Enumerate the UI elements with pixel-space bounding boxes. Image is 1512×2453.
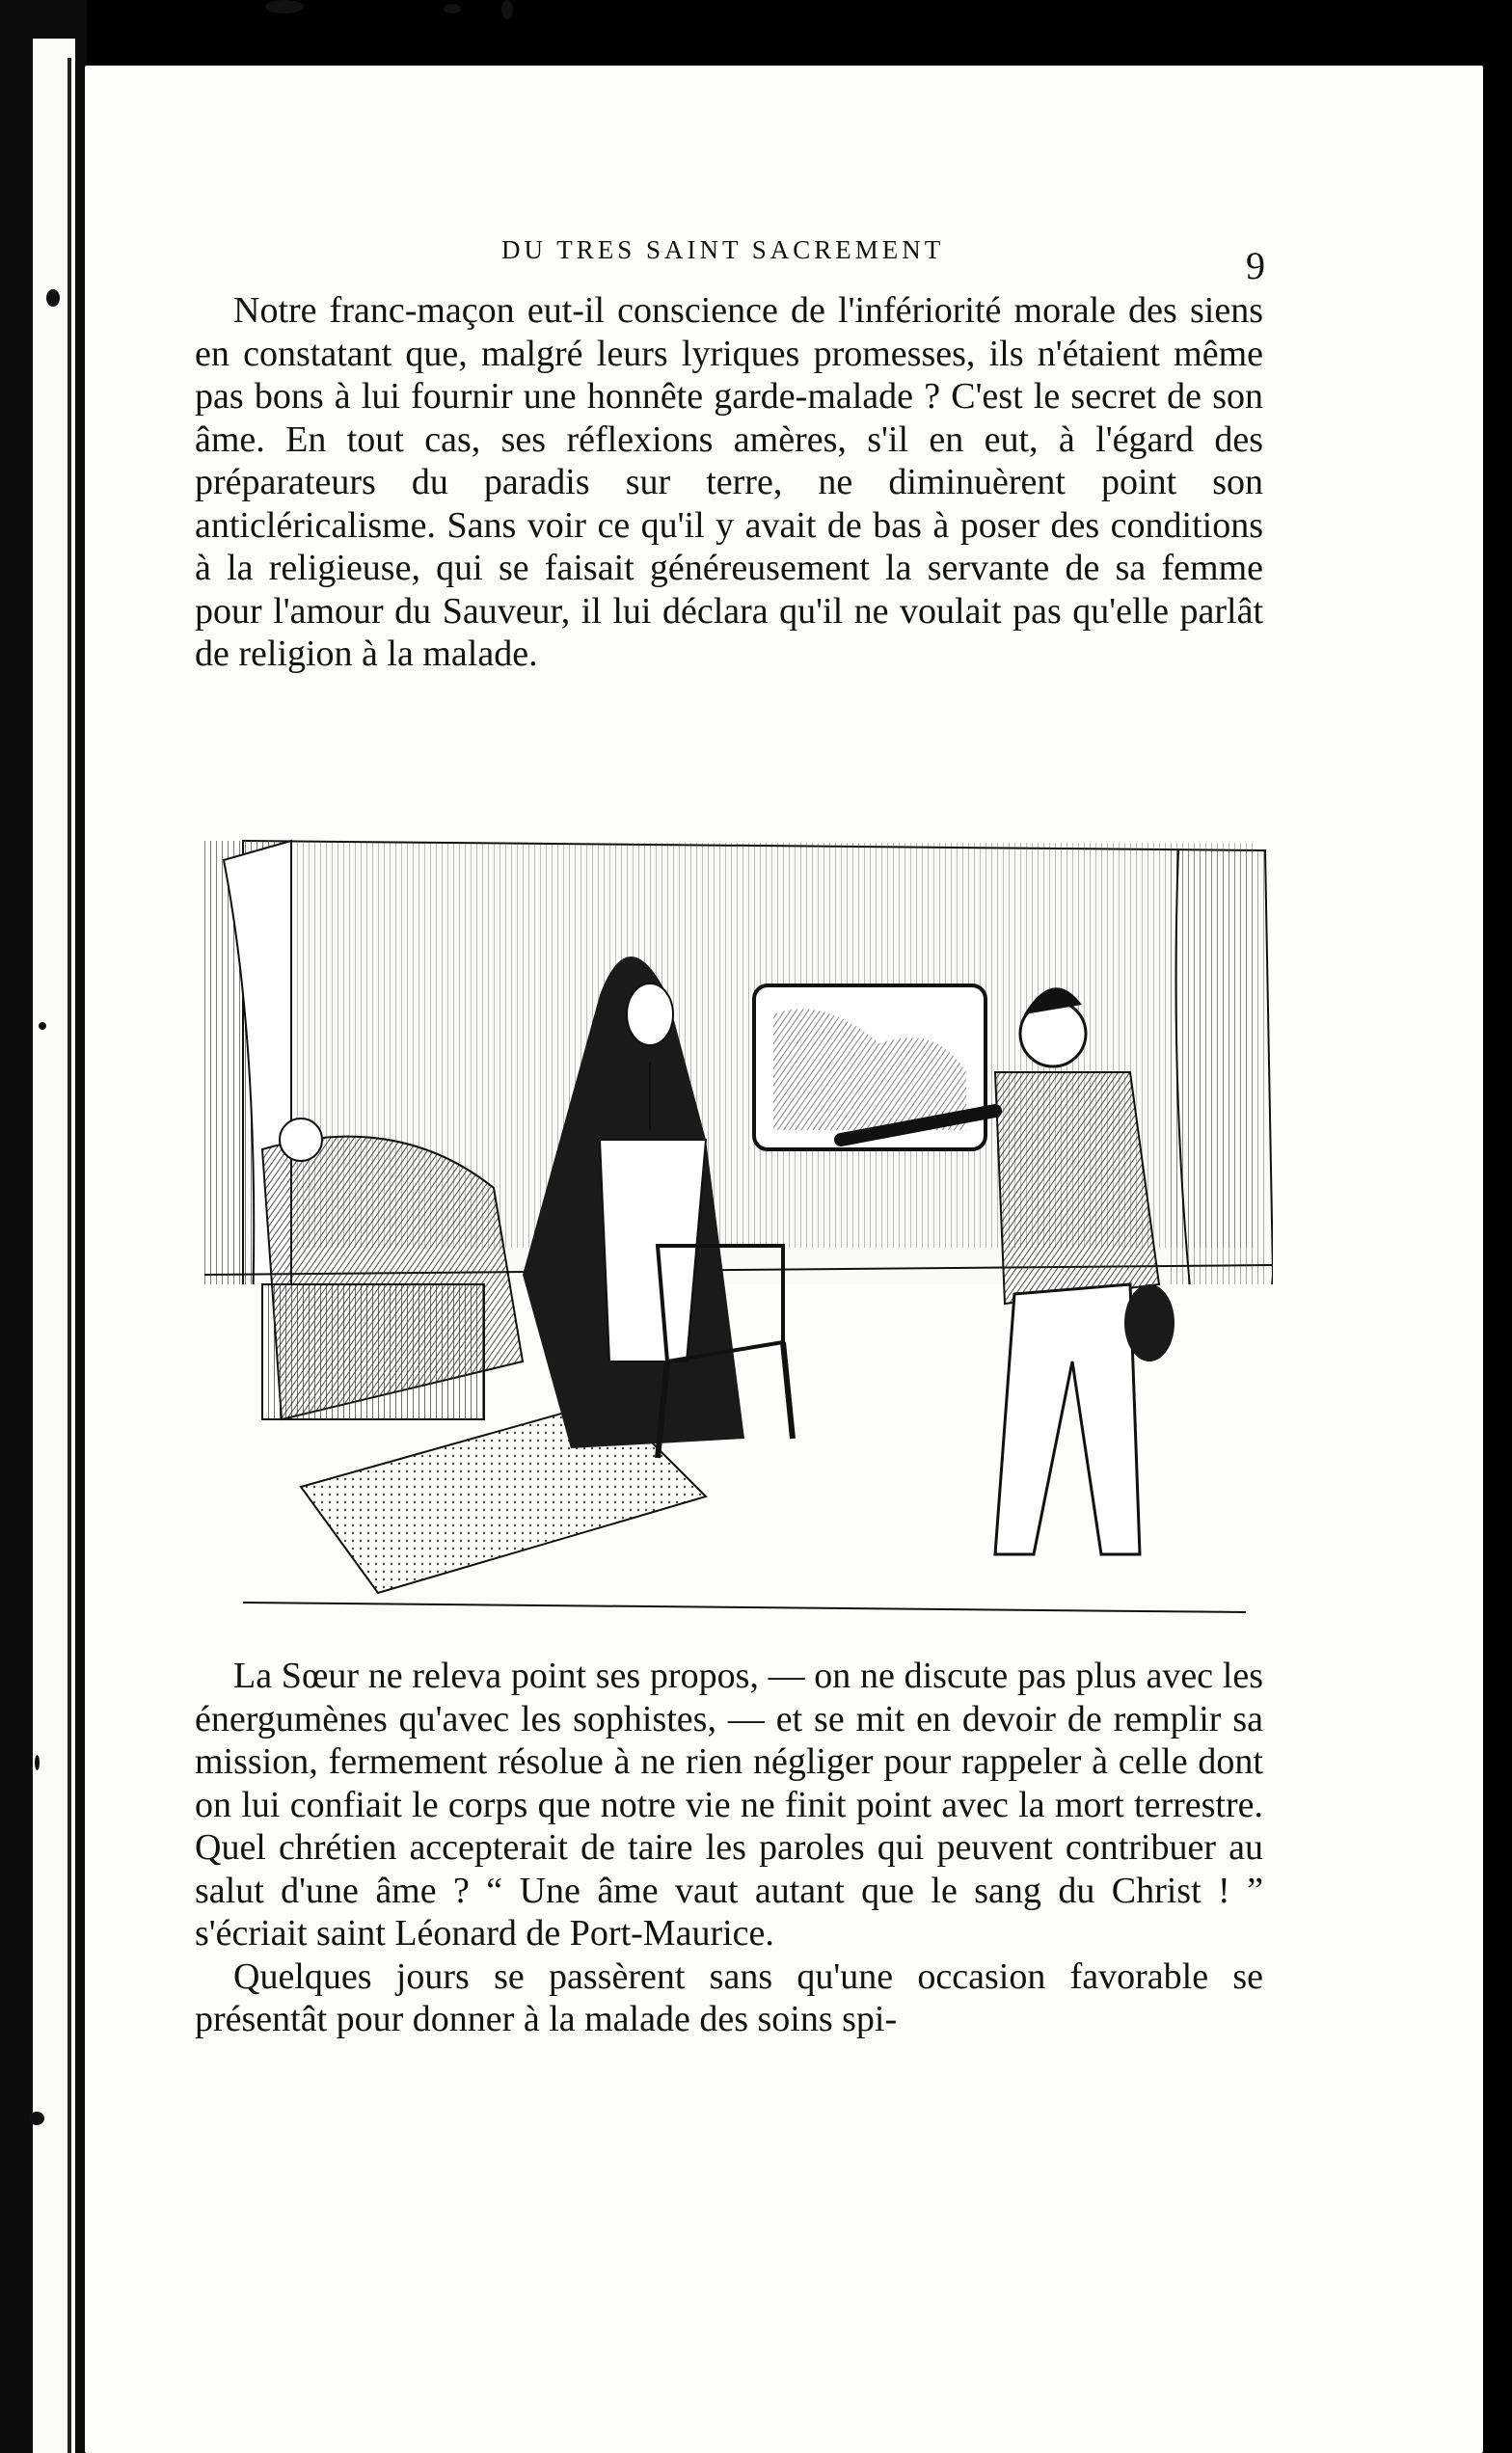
text-block-top bbox=[195, 289, 1263, 676]
scan-speck bbox=[39, 1022, 46, 1030]
scan-speck bbox=[35, 1755, 40, 1770]
paragraph: Quelques jours se passèrent sans qu'une occasion favorable se présentât pour donner à la malade des soins spi- bbox=[195, 1955, 1263, 2039]
binding-shadow bbox=[68, 58, 71, 2453]
text-block-bottom bbox=[195, 1655, 1263, 2041]
running-head: DU TRES SAINT SACREMENT bbox=[501, 235, 945, 264]
scan-speck bbox=[501, 0, 513, 19]
engraving-illustration bbox=[204, 822, 1273, 1622]
scan-speck bbox=[444, 4, 461, 13]
page-number: 9 bbox=[1246, 244, 1265, 287]
paragraph: Notre franc-maçon eut-il conscience de l'infériorité morale des siens en constatant que, malgré leurs lyriques promesses, ils n'étaient même pas bons à lui fournir une honnête garde-malade ? C'est le secret de son âme. En tout cas, ses réflexions amères, s'il en eut, à l'égard des préparateurs du paradis sur terre, ne diminuèrent point son anticléricalisme. Sans voir ce qu'il y avait de bas à poser des conditions à la religieuse, qui se faisait généreusement la servante de sa femme pour l'amour du Sauveur, il lui déclara qu'il ne voulait pas qu'elle parlât de religion à la malade. bbox=[195, 290, 1263, 674]
paragraph: La Sœur ne releva point ses propos, — on ne discute pas plus avec les énergumènes qu'avec les sophistes, — et se mit en devoir de remplir sa mission, fermement résolue à ne rien négliger pour rappeler à celle dont on lui confiait le corps que notre vie ne finit point avec la mort terrestre. Quel chrétien accepterait de taire les paroles qui peuvent contribuer au salut d'une âme ? “ Une âme vaut autant que le sang du Christ ! ” s'écriait saint Léonard de Port-Maurice. bbox=[195, 1656, 1263, 1954]
scan-speck bbox=[29, 2112, 44, 2125]
engraving-svg bbox=[204, 822, 1273, 1622]
scan-speck bbox=[46, 289, 60, 307]
scan-gutter bbox=[0, 0, 87, 2453]
scan-speck bbox=[265, 0, 304, 13]
